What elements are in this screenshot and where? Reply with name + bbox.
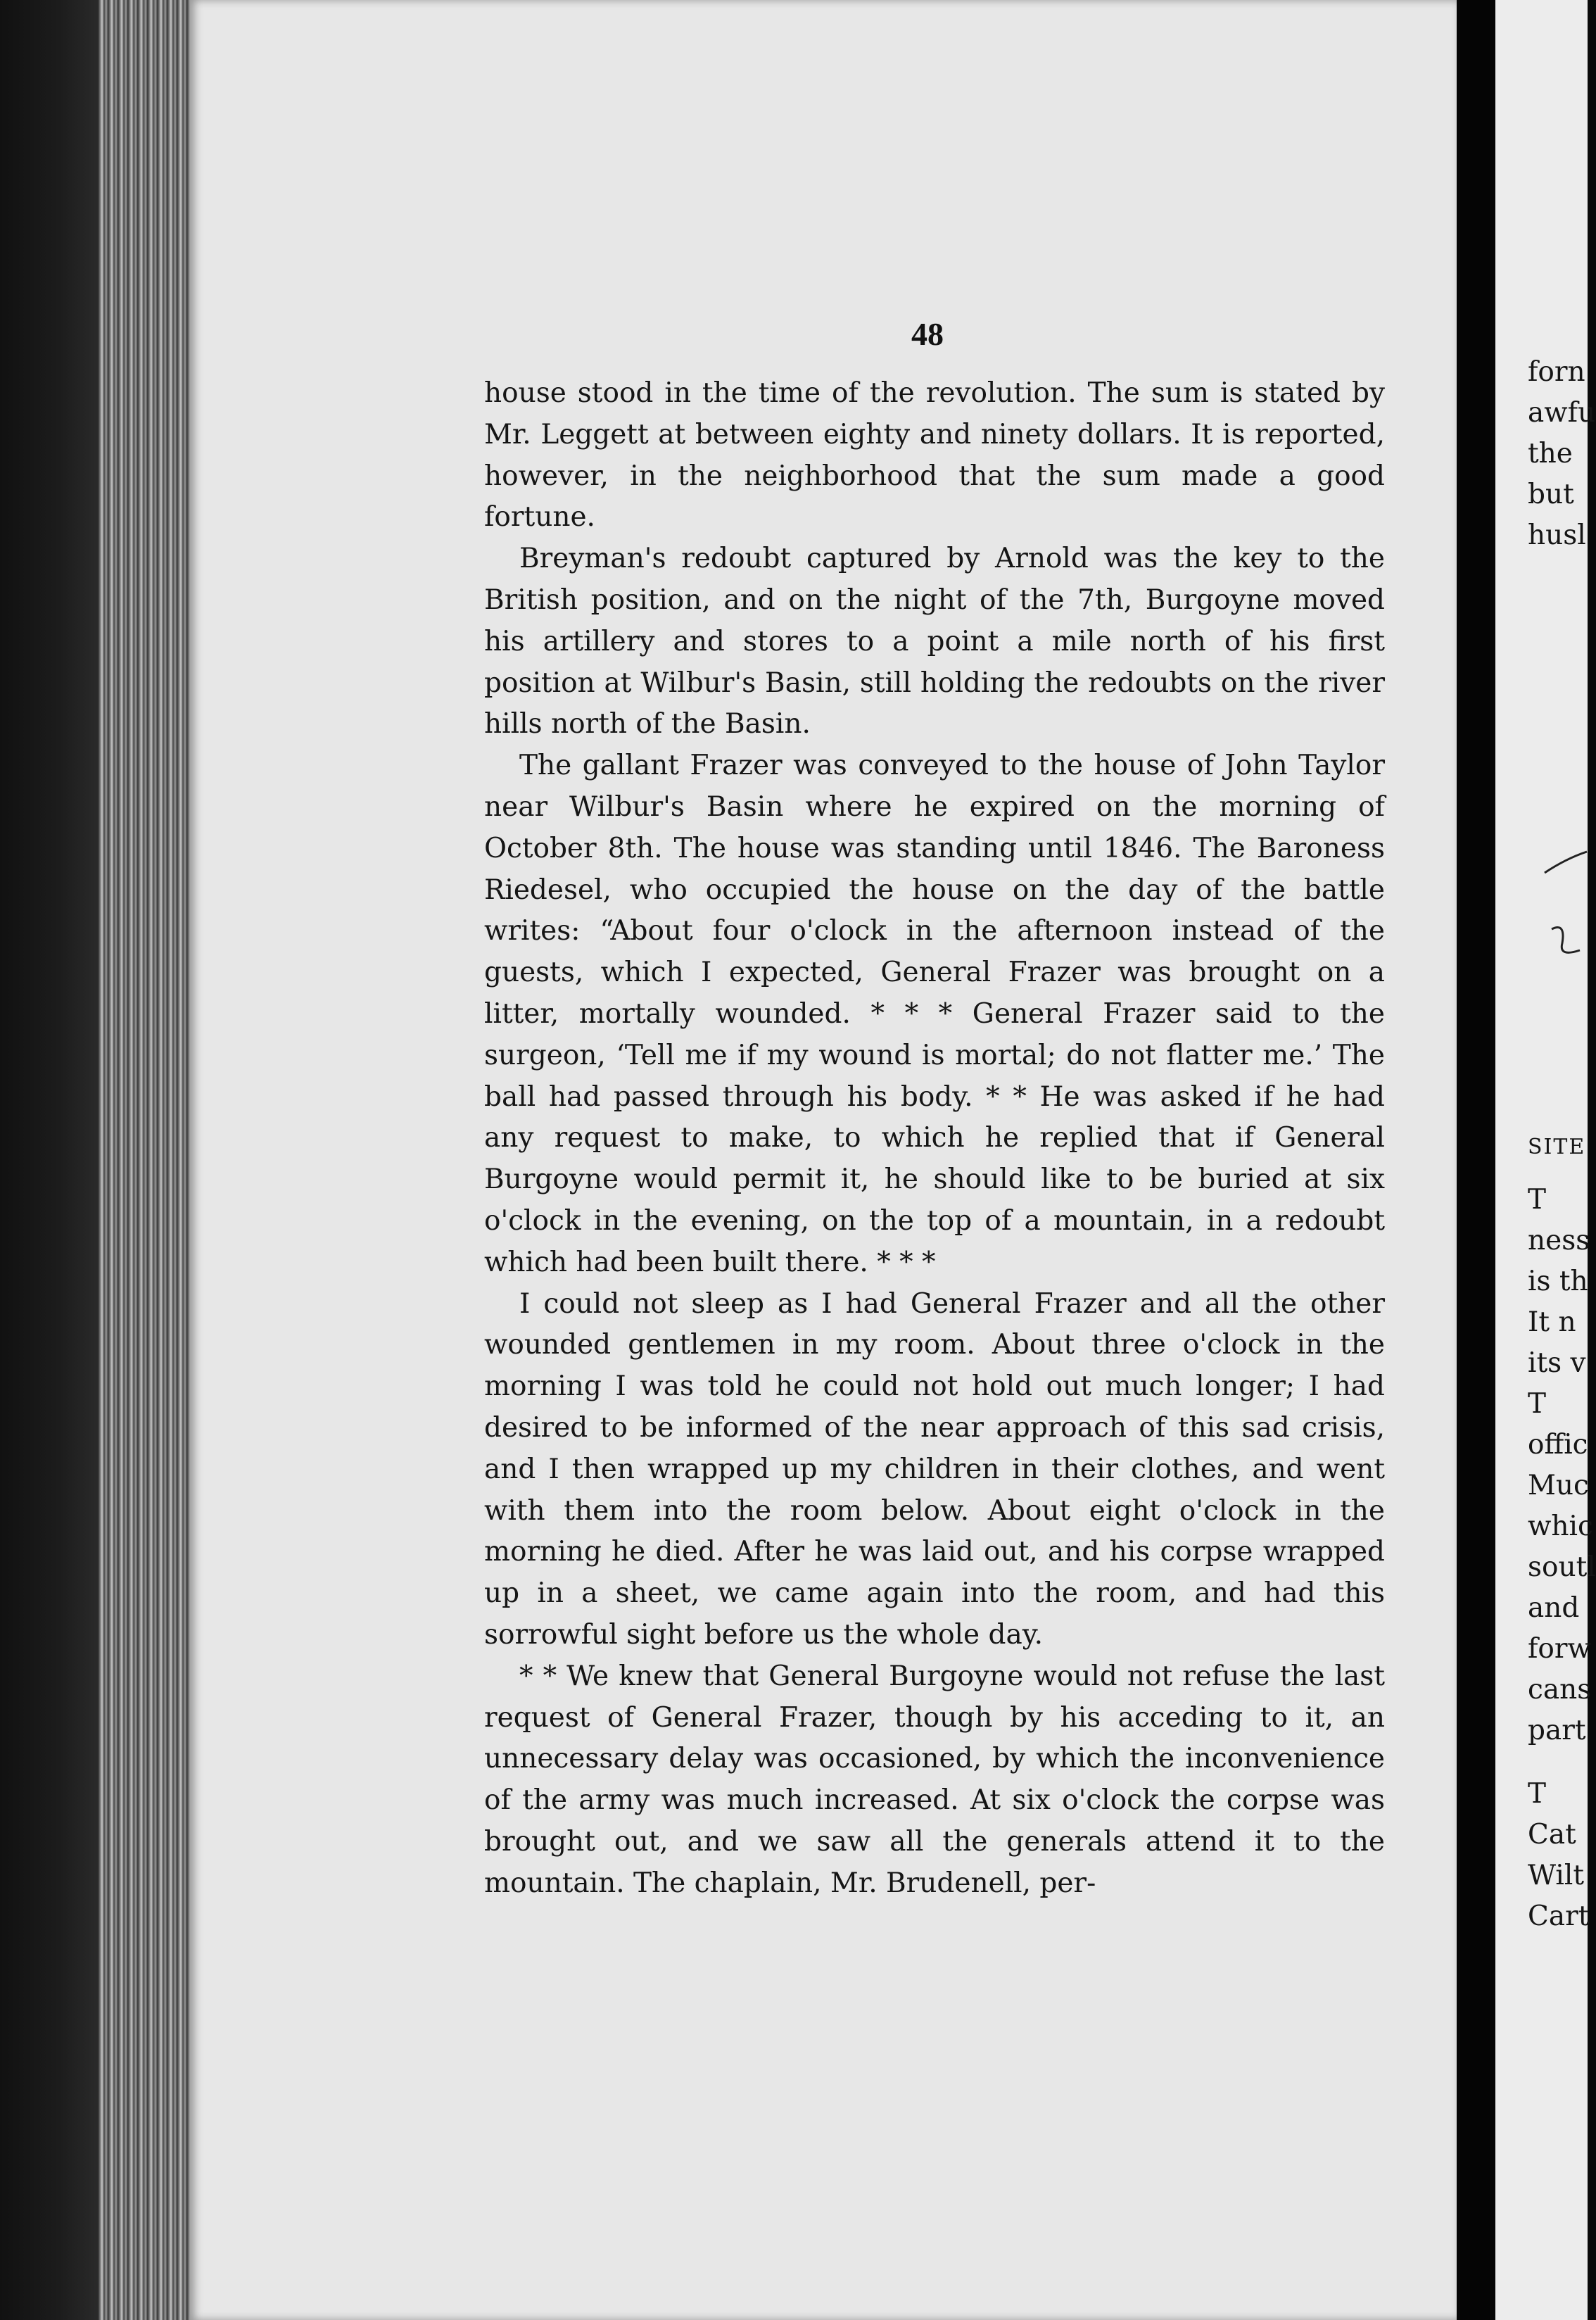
illustration-fragment bbox=[1538, 845, 1594, 985]
right-page-text-fragment: whic bbox=[1528, 1511, 1593, 1542]
right-page-text-fragment: Muc bbox=[1528, 1470, 1589, 1501]
binding-shadow bbox=[0, 0, 99, 2320]
right-page-text-fragment: and bbox=[1528, 1592, 1580, 1624]
right-page-text-fragment: It n bbox=[1528, 1306, 1576, 1338]
book-gutter bbox=[1457, 0, 1495, 2320]
right-page-text-fragment: its v bbox=[1528, 1347, 1586, 1379]
right-page-text-fragment: is th bbox=[1528, 1266, 1588, 1297]
right-page-text-fragment: T bbox=[1528, 1778, 1547, 1810]
right-page-text-fragment: Cart bbox=[1528, 1900, 1590, 1932]
body-text bbox=[484, 373, 1385, 1904]
right-page-edge bbox=[1495, 0, 1596, 2320]
right-page-text-fragment: husl bbox=[1528, 519, 1586, 551]
right-page-text-fragment: forn bbox=[1528, 356, 1585, 388]
right-page-text-fragment: offic bbox=[1528, 1429, 1588, 1461]
right-page-text-fragment: part bbox=[1528, 1715, 1586, 1746]
right-page-text-fragment: awfu bbox=[1528, 397, 1596, 429]
paragraph: Breyman's redoubt captured by Arnold was the key to the British position, and on the night of the 7th, Burgoyne moved his artillery and stores to a point a mile north of his first position at Wilbur's Basin, still holding the redoubts on the river hills north of the Basin. bbox=[484, 543, 1385, 740]
right-page-text-fragment: but bbox=[1528, 479, 1574, 510]
right-page-text-fragment: Cat bbox=[1528, 1819, 1576, 1851]
right-page-text-fragment: Wilt bbox=[1528, 1860, 1585, 1891]
paragraph: The gallant Frazer was conveyed to the house of John Taylor near Wilbur's Basin where he expired on the morning of October 8th. The house was standing until 1846. The Baroness Riedesel, who occupied the house on the day of the battle writes: “About four o'clock in the afternoon instead of the guests, which I expected, General Frazer was brought on a litter, mortally wounded. * * * General Frazer said to the surgeon, ‘Tell me if my wound is mortal; do not flatter me.’ The ball had passed through his body. * * He was asked if he had any request to make, to which he replied that if General Burgoyne would permit it, he should like to be buried at six o'clock in the evening, on the top of a mountain, in a redoubt which had been built there. * * * bbox=[484, 750, 1385, 1278]
right-page-text-fragment: soutl bbox=[1528, 1551, 1596, 1583]
right-page-heading-fragment: SITE bbox=[1528, 1135, 1586, 1159]
right-page-text-fragment: cans bbox=[1528, 1674, 1592, 1706]
page-edges bbox=[99, 0, 190, 2320]
right-page-text-fragment: forw bbox=[1528, 1633, 1591, 1665]
paragraph: * * We knew that General Burgoyne would not refuse the last request of General Frazer, though by his acceding to it, an unnecessary delay was occasioned, by which the inconvenience of the army was much increased. At six o'clock the corpse was brought out, and we saw all the generals attend it to the mountain. The chaplain, Mr. Brudenell, per- bbox=[484, 1660, 1385, 1899]
paragraph: I could not sleep as I had General Frazer and all the other wounded gentlemen in my room. About three o'clock in the morning I was told he could not hold out much longer; I had desired to be informed of the near approach of this sad crisis, and I then wrapped up my children in their clothes, and went with them into the room below. About eight o'clock in the morning he died. After he was laid out, and his corpse wrapped up in a sheet, we came again into the room, and had this sorrowful sight before us the whole day. bbox=[484, 1287, 1385, 1651]
right-page-text-fragment: T bbox=[1528, 1184, 1547, 1216]
paragraph: house stood in the time of the revolution. The sum is stated by Mr. Leggett at between eighty and ninety dollars. It is reported, however, in the neighborhood that the sum made a good fortune. bbox=[484, 377, 1385, 534]
page-number: 48 bbox=[911, 316, 944, 352]
right-page-text-fragment: the bbox=[1528, 438, 1573, 469]
right-page-text-fragment: T bbox=[1528, 1388, 1547, 1420]
right-page-text-fragment: ness bbox=[1528, 1225, 1590, 1256]
